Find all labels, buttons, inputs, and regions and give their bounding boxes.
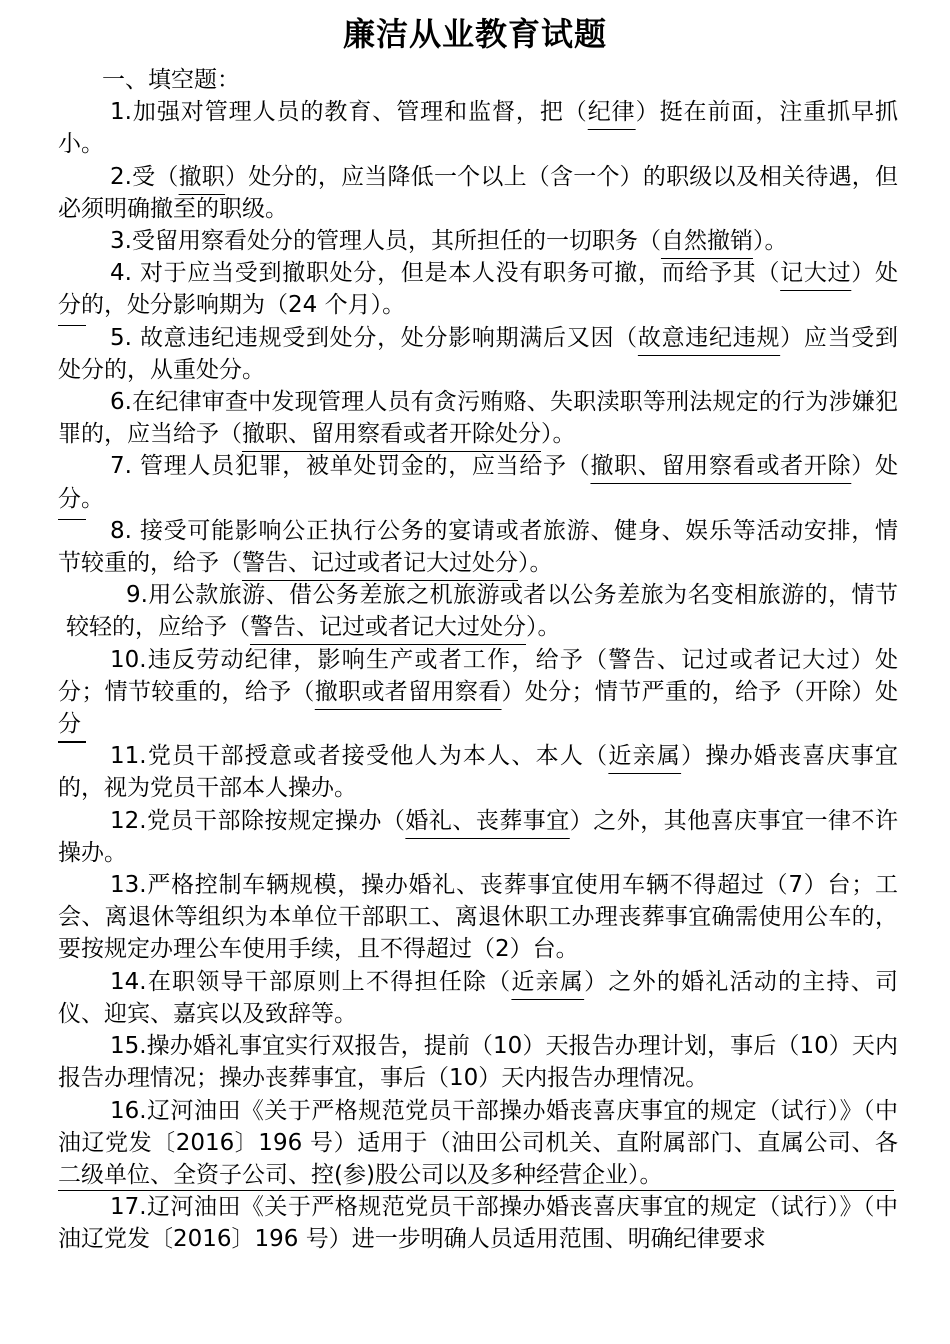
question-item-9 [58, 579, 898, 643]
question-text: 3.受留用察看处分的管理人员，其所担任的一切职务（ [110, 228, 661, 255]
stray-rule-line [58, 519, 86, 520]
question-item-17 [58, 1191, 898, 1255]
question-text: ）。 [518, 550, 553, 577]
question-item-15 [58, 1030, 898, 1094]
question-item-4 [58, 257, 898, 321]
question-text: ）操办婚丧喜庆事宜的，视为党员干部本人操办。 [58, 743, 899, 802]
question-text: 15.操办婚礼事宜实行双报告，提前（10）天报告办理计划，事后（10）天内报告办理情况；操办丧葬事宜，事后（10）天内报告办理情况。 [58, 1033, 898, 1092]
answer-text: 故意违纪违规 [637, 324, 781, 351]
question-item-14 [58, 966, 898, 1030]
question-item-2 [58, 161, 898, 225]
question-text: ）处分的，处分影响期为（24 个月）。 [58, 260, 899, 319]
stray-rule-line [58, 1190, 894, 1191]
answer-text: 近亲属 [608, 743, 682, 770]
question-text: ）处分；情节严重的，给予（开除）处分 [58, 678, 899, 738]
question-text: 7. 管理人员犯罪，被单处罚金的，应当给予（ [110, 453, 591, 480]
question-text: 2.受（ [110, 163, 179, 190]
question-item-3 [58, 225, 898, 257]
stray-rule-line [58, 741, 86, 743]
answer-text: 自然撤销 [660, 228, 753, 255]
section-heading: 一、填空题： [102, 67, 240, 93]
answer-text: 油田公司机关、直附属部门、直属公司、各二级单位、全资子公司、控(参)股公司以及多种经营企业 [58, 1129, 898, 1188]
question-text: 1.加强对管理人员的教育、管理和监督，把（ [110, 99, 588, 126]
answer-text: 撤职、留用察看或者开除处分 [242, 421, 541, 448]
question-text: ）。 [526, 614, 561, 641]
question-text: 5. 故意违纪违规受到处分，处分影响期满后又因（ [110, 324, 638, 351]
answer-text: 警告、记过或者记大过处分 [242, 550, 518, 577]
answer-text: 纪律 [587, 99, 636, 126]
question-text: ）。 [752, 228, 788, 255]
question-text: 11.党员干部授意或者接受他人为本人、本人（ [110, 743, 609, 770]
page-title: 廉洁从业教育试题 [342, 15, 607, 53]
answer-text: 婚礼、丧葬事宜 [405, 807, 570, 834]
answer-text: 警告、记过或者记大过处分 [250, 614, 526, 641]
question-text: 6.在纪律审查中发现管理人员有贪污贿赂、失职渎职等刑法规定的行为涉嫌犯罪的，应当给予（ [58, 389, 898, 448]
question-text: ）应当受到处分的，从重处分。 [58, 324, 898, 383]
question-text: 9.用公款旅游、借公务差旅之机旅游或者以公务差旅为名变相旅游的，情节较轻的，应给予（ [66, 582, 898, 641]
question-item-10 [58, 644, 898, 741]
question-item-13 [58, 869, 898, 966]
question-text: 8. 接受可能影响公正执行公务的宴请或者旅游、健身、娱乐等活动安排，情节较重的，给予（ [58, 517, 898, 577]
question-item-8 [58, 515, 898, 579]
answer-text: 撤职、留用察看或者开除 [590, 453, 852, 480]
stray-rule-line [58, 325, 86, 326]
question-text: ）处分的，应当降低一个以上（含一个）的职级以及相关待遇，但必须明确撤至的职级。 [58, 163, 899, 222]
question-text: 17.辽河油田《关于严格规范党员干部操办婚丧喜庆事宜的规定（试行）》（中油辽党发〔2016〕196 号）进一步明确人员适用范围、明确纪律要求 [58, 1194, 898, 1253]
question-text: 4. 对于应当受到撤职处分，但是本人没有职务可撤，而给予其（ [110, 260, 781, 287]
question-text: ）挺在前面，注重抓早抓小。 [58, 99, 899, 158]
question-item-6 [58, 386, 898, 450]
question-item-11 [58, 740, 898, 804]
answer-text: 近亲属 [511, 968, 585, 995]
question-text: ）。 [541, 421, 576, 448]
question-text: 16.辽河油田《关于严格规范党员干部操办婚丧喜庆事宜的规定（试行）》（中油辽党发〔2016〕196 号）适用于（ [58, 1097, 898, 1156]
answer-text: 撤职 [178, 163, 226, 190]
question-text: ）。 [627, 1161, 663, 1188]
question-text: 10.违反劳动纪律，影响生产或者工作，给予（警告、记过或者记大过）处分；情节较重的，给予（ [58, 646, 898, 705]
question-text: ）之外，其他喜庆事宜一律不许操办。 [58, 807, 899, 866]
question-text: ）之外的婚礼活动的主持、司仪、迎宾、嘉宾以及致辞等。 [58, 968, 899, 1027]
document-body [58, 64, 898, 1256]
answer-text: 记大过 [780, 260, 852, 287]
question-text: ）处分。 [58, 453, 899, 512]
question-item-16 [58, 1095, 898, 1192]
question-item-5 [58, 322, 898, 386]
question-item-12 [58, 805, 898, 869]
question-item-1 [58, 96, 898, 160]
question-text: 14.在职领导干部原则上不得担任除（ [110, 968, 512, 995]
question-item-7 [58, 450, 898, 514]
question-text: 13.严格控制车辆规模，操办婚礼、丧葬事宜使用车辆不得超过（7）台；工会、离退休等组织为本单位干部职工、离退休职工办理丧葬事宜确需使用公车的，要按规定办理公车使用手续，且不得超过（2）台。 [58, 872, 898, 963]
answer-text: 撤职或者留用察看 [314, 678, 502, 705]
question-text: 12.党员干部除按规定操办（ [110, 807, 406, 834]
